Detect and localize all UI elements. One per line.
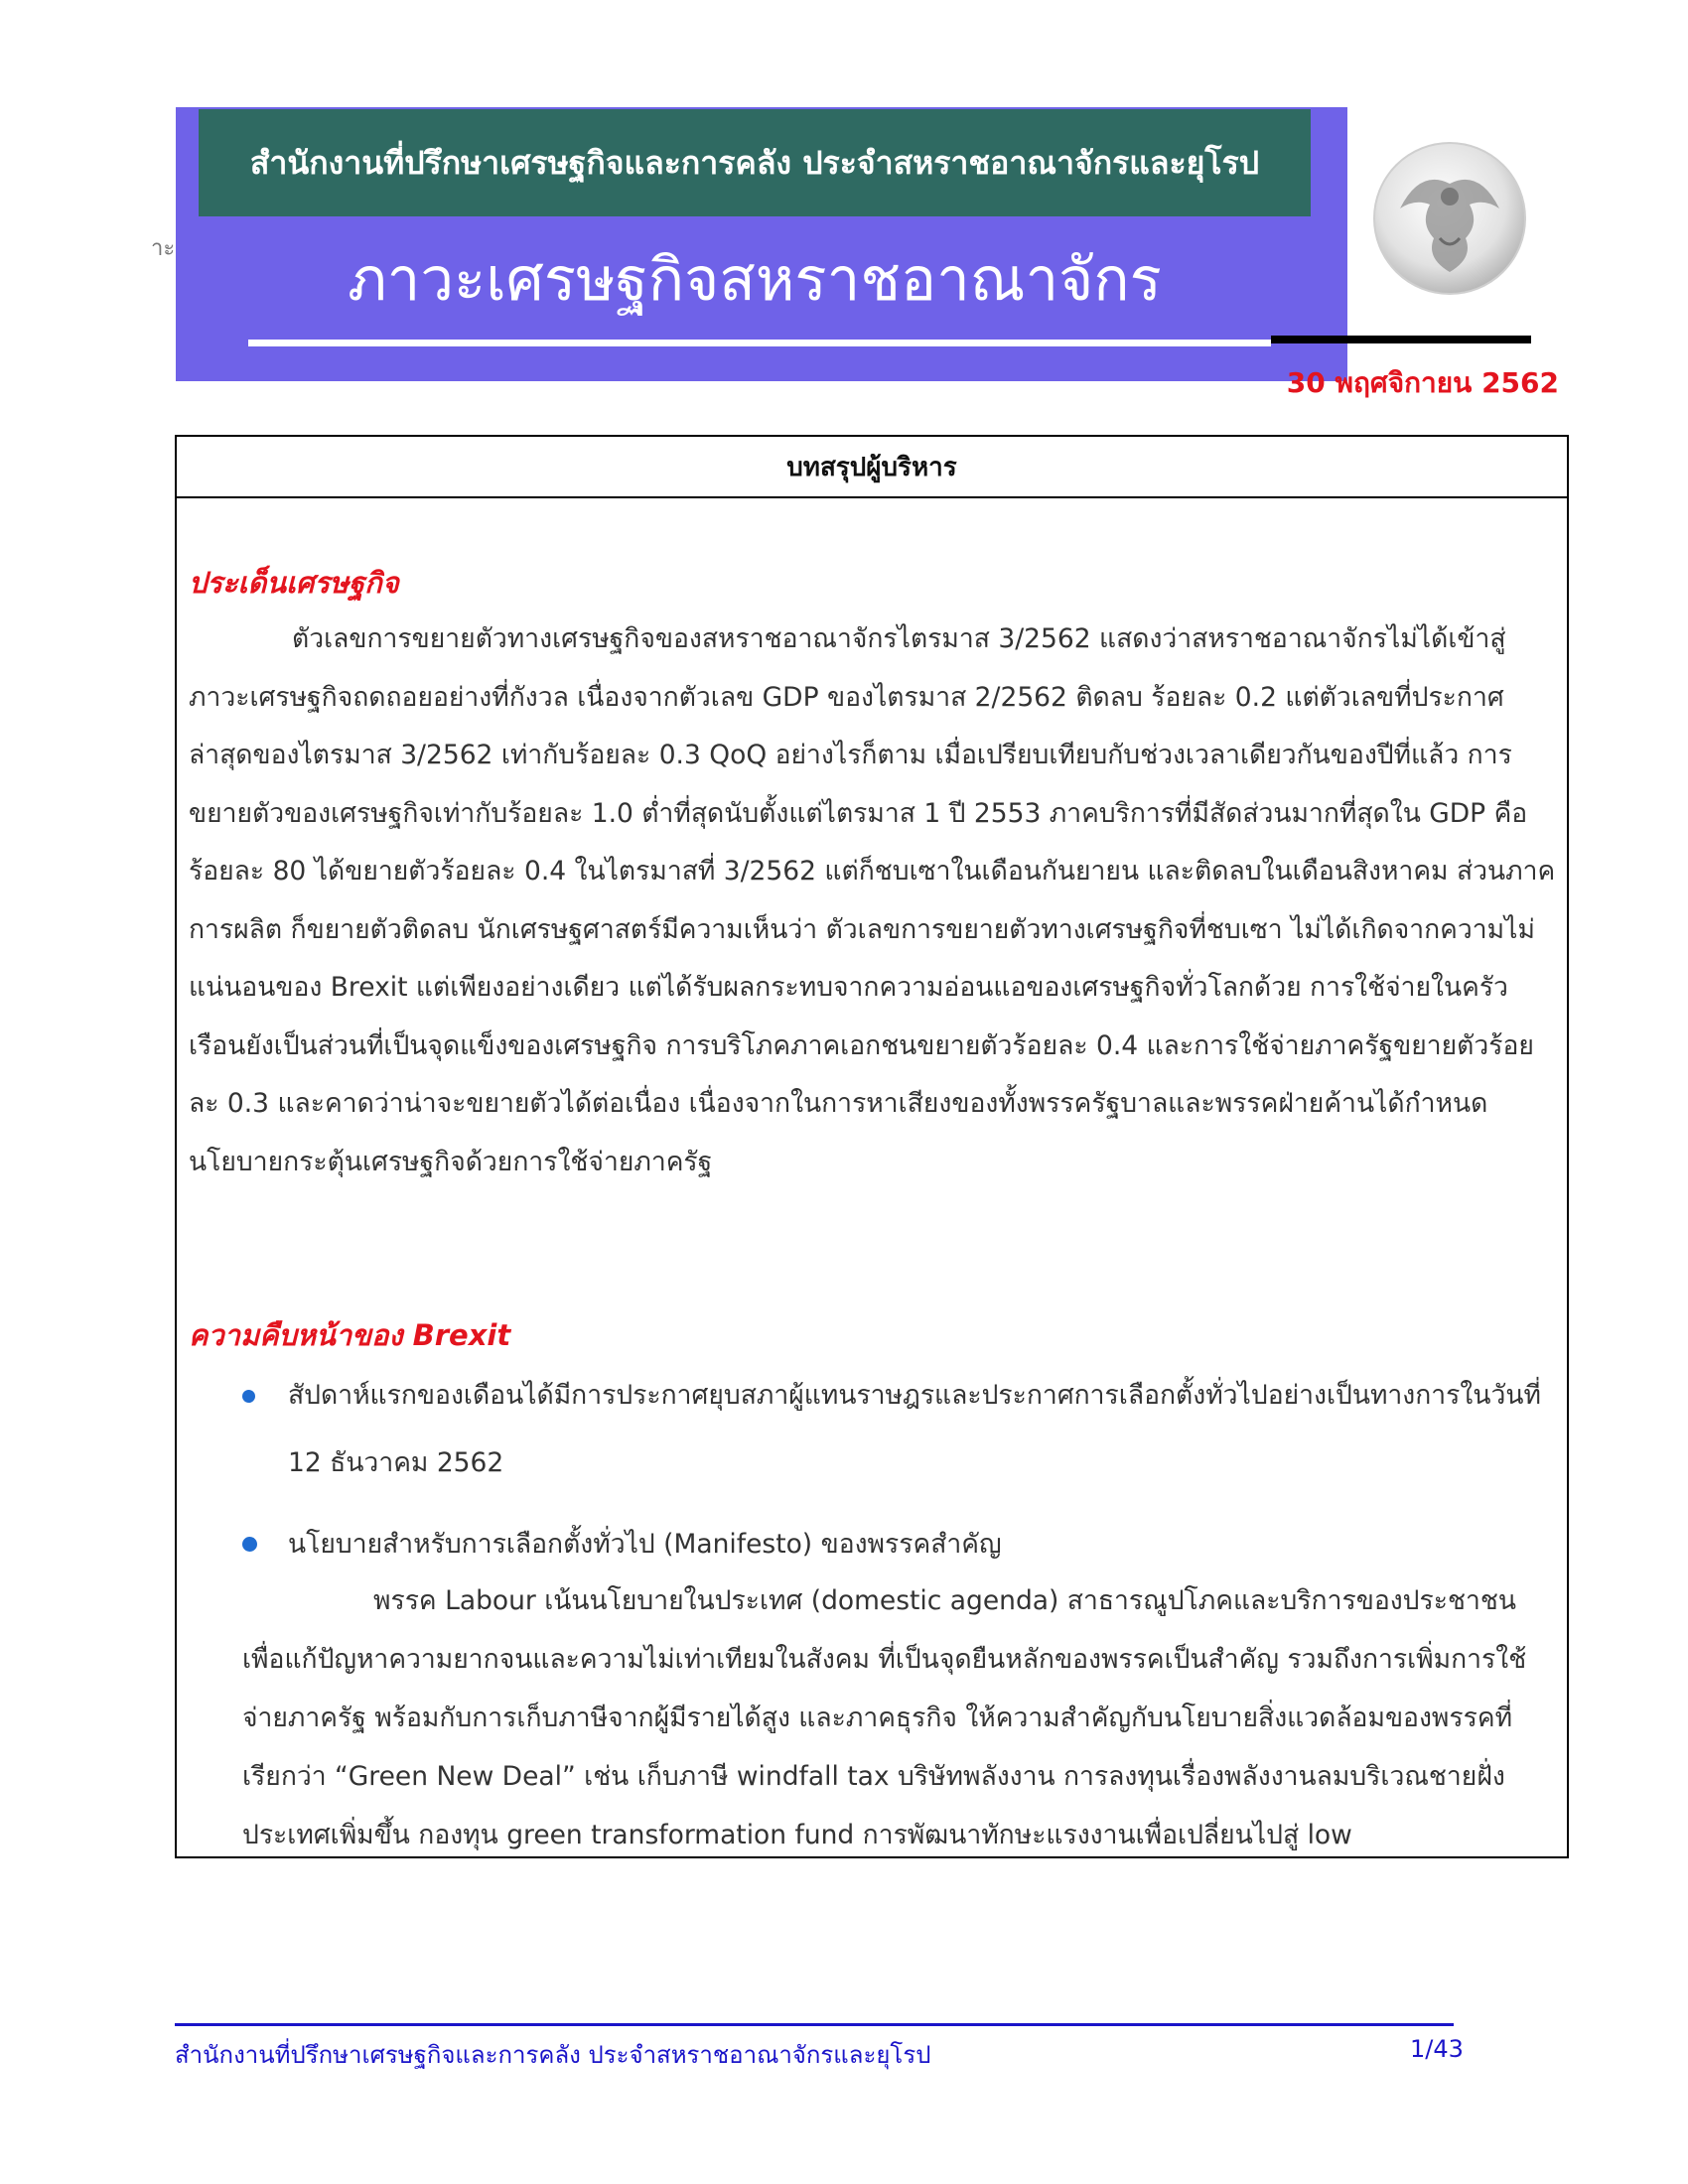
summary-heading: บทสรุปผู้บริหาร <box>177 437 1567 498</box>
page-title: ภาวะเศรษฐกิจสหราชอาณาจักร <box>348 245 1162 315</box>
page-number: 1/43 <box>1410 2035 1464 2063</box>
brexit-section-heading: ความคืบหน้าของ Brexit <box>189 1318 511 1352</box>
executive-summary-box <box>175 435 1569 1858</box>
organization-name-bar: สำนักงานที่ปรึกษาเศรษฐกิจและการคลัง ประจำสหราชอาณาจักรและยุโรป <box>199 109 1311 216</box>
stray-mark: าะ <box>151 236 176 261</box>
brexit-bullet-item <box>242 1511 1553 1578</box>
economic-paragraph: ตัวเลขการขยายตัวทางเศรษฐกิจของสหราชอาณาจักรไตรมาส 3/2562 แสดงว่าสหราชอาณาจักรไม่ได้เข้าสู่ภาวะเศรษฐกิจถดถอยอย่างที่กังวล เนื่องจากตัวเลข GDP ของไตรมาส 2/2562 ติดลบ ร้อยละ 0.2 แต่ตัวเลขที่ประกาศล่าสุดของไตรมาส 3/2562 เท่ากับร้อยละ 0.3 QoQ อย่างไรก็ตาม เมื่อเปรียบเทียบกับช่วงเวลาเดียวกันของปีที่แล้ว การขยายตัวของเศรษฐกิจเท่ากับร้อยละ 1.0 ต่ำที่สุดนับตั้งแต่ไตรมาส 1 ปี 2553 ภาคบริการที่มีสัดส่วนมากที่สุดใน GDP คือร้อยละ 80 ได้ขยายตัวร้อยละ 0.4 ในไตรมาสที่ 3/2562 แต่ก็ชบเซาในเดือนกันยายน และติดลบในเดือนสิงหาคม ส่วนภาคการผลิต ก็ขยายตัวติดลบ นักเศรษฐศาสตร์มีความเห็นว่า ตัวเลขการขยายตัวทางเศรษฐกิจที่ชบเซา ไม่ได้เกิดจากความไม่แน่นอนของ Brexit แต่เพียงอย่างเดียว แต่ได้รับผลกระทบจากความอ่อนแอของเศรษฐกิจทั่วโลกด้วย การใช้จ่ายในครัวเรือนยังเป็นส่วนที่เป็นจุดแข็งของเศรษฐกิจ การบริโภคภาคเอกชนขยายตัวร้อยละ 0.4 และการใช้จ่ายภาครัฐขยายตัวร้อยละ 0.3 และคาดว่าน่าจะขยายตัวได้ต่อเนื่อง เนื่องจากในการหาเสียงของทั้งพรรครัฐบาลและพรรคฝ่ายค้านได้กำหนดนโยบายกระตุ้นเศรษฐกิจด้วยการใช้จ่ายภาครัฐ <box>189 623 1556 1177</box>
garuda-emblem-icon <box>1370 139 1529 298</box>
bullet-dot-icon <box>242 1537 257 1552</box>
labour-party-paragraph: พรรค Labour เน้นนโยบายในประเทศ (domestic agenda) สาธารณูปโภคและบริการของประชาชน เพื่อแก้ปัญหาความยากจนและความไม่เท่าเทียมในสังคม ที่เป็นจุดยืนหลักของพรรคเป็นสำคัญ รวมถึงการเพิ่มการใช้จ่ายภาครัฐ พร้อมกับการเก็บภาษีจากผู้มีรายได้สูง และภาคธุรกิจ ให้ความสำคัญกับนโยบายสิ่งแวดล้อมของพรรคที่เรียกว่า “Green New Deal” เช่น เก็บภาษี windfall tax บริษัทพลังงาน การลงทุนเรื่องพลังงานลมบริเวณชายฝั่งประเทศเพิ่มขึ้น กองทุน green transformation fund การพัฒนาทักษะแรงงานเพื่อเปลี่ยนไปสู่ low <box>242 1585 1527 1850</box>
bullet-text: นโยบายสำหรับการเลือกตั้งทั่วไป (Manifesto) ของพรรคสำคัญ <box>288 1529 1002 1560</box>
bullet-text: สัปดาห์แรกของเดือนได้มีการประกาศยุบสภาผู้แทนราษฎรและประกาศการเลือกตั้งทั่วไปอย่างเป็นทางการในวันที่ 12 ธันวาคม 2562 <box>288 1380 1541 1478</box>
title-underline <box>248 340 1271 346</box>
footer-rule <box>175 2023 1454 2026</box>
economic-section-heading: ประเด็นเศรษฐกิจ <box>189 566 399 600</box>
bullet-dot-icon <box>242 1390 255 1403</box>
brexit-bullet-item <box>242 1362 1553 1497</box>
report-date: 30 พฤศจิกายน 2562 <box>1286 366 1559 399</box>
footer-organization: สำนักงานที่ปรึกษาเศรษฐกิจและการคลัง ประจำสหราชอาณาจักรและยุโรป <box>175 2041 931 2069</box>
header-rule <box>1271 336 1531 343</box>
